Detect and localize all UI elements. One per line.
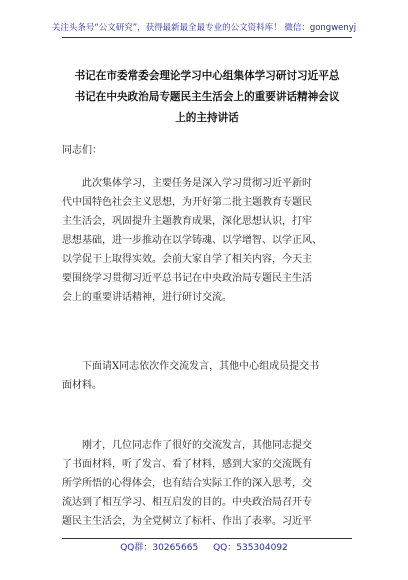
text-line: 要围绕学习贯彻习近平总书记在中央政治局专题民主生活 (62, 273, 312, 284)
footer-divider (62, 538, 352, 539)
footer-qq-group: QQ群：30265665 (120, 543, 199, 553)
text-line: 思想基础，进一步推动在以学铸魂、以学增智、以学正风、 (62, 235, 322, 246)
text-line: 下面请X同志依次作交流发言，其他中心组成员提交书 (62, 361, 320, 372)
text-line: 会上的重要讲话精神，进行研讨交流。 (62, 292, 232, 303)
top-banner: 关注头条号“公文研究”，获得最新最全最专业的公文资料库！ 微信：gongwenyj (51, 23, 357, 33)
text-line: 所学所悟的心得体会，也有结合实际工作的深入思考，交 (62, 478, 312, 489)
text-line: 刚才，几位同志作了很好的交流发言，其他同志提交 (62, 440, 312, 451)
text-line: 面材料。 (62, 380, 102, 391)
paragraph-1 (62, 174, 352, 307)
title-line: 书记在市委常委会理论学习中心组集体学习研讨习近平总 (74, 70, 340, 82)
text-line: 流达到了相互学习、相互启发的目的。中央政治局召开专 (62, 497, 312, 508)
text-line: 代中国特色社会主义思想，为开好第二批主题教育专题民 (62, 197, 312, 208)
text-line: 此次集体学习，主要任务是深入学习贯彻习近平新时 (62, 178, 312, 189)
paragraph-3 (62, 436, 352, 531)
text-line: 了书面材料，听了发言、看了材料，感到大家的交流既有 (62, 459, 312, 470)
salutation: 同志们： (62, 145, 102, 156)
title-line: 上的主持讲话 (175, 112, 239, 124)
document-title (62, 66, 352, 129)
paragraph-2 (62, 357, 352, 395)
text-line: 主生活会，巩固提升主题教育成果，深化思想认识，打牢 (62, 216, 312, 227)
header-divider (62, 37, 352, 38)
footer-qq: QQ：535304092 (213, 543, 288, 553)
text-line: 以学促干上取得实效。会前大家自学了相关内容，今天主 (62, 254, 312, 265)
text-line: 题民主生活会，为全党树立了标杆、作出了表率。习近平 (62, 516, 312, 527)
title-line: 书记在中央政治局专题民主生活会上的重要讲话精神会议 (74, 91, 340, 103)
footer (0, 540, 408, 553)
